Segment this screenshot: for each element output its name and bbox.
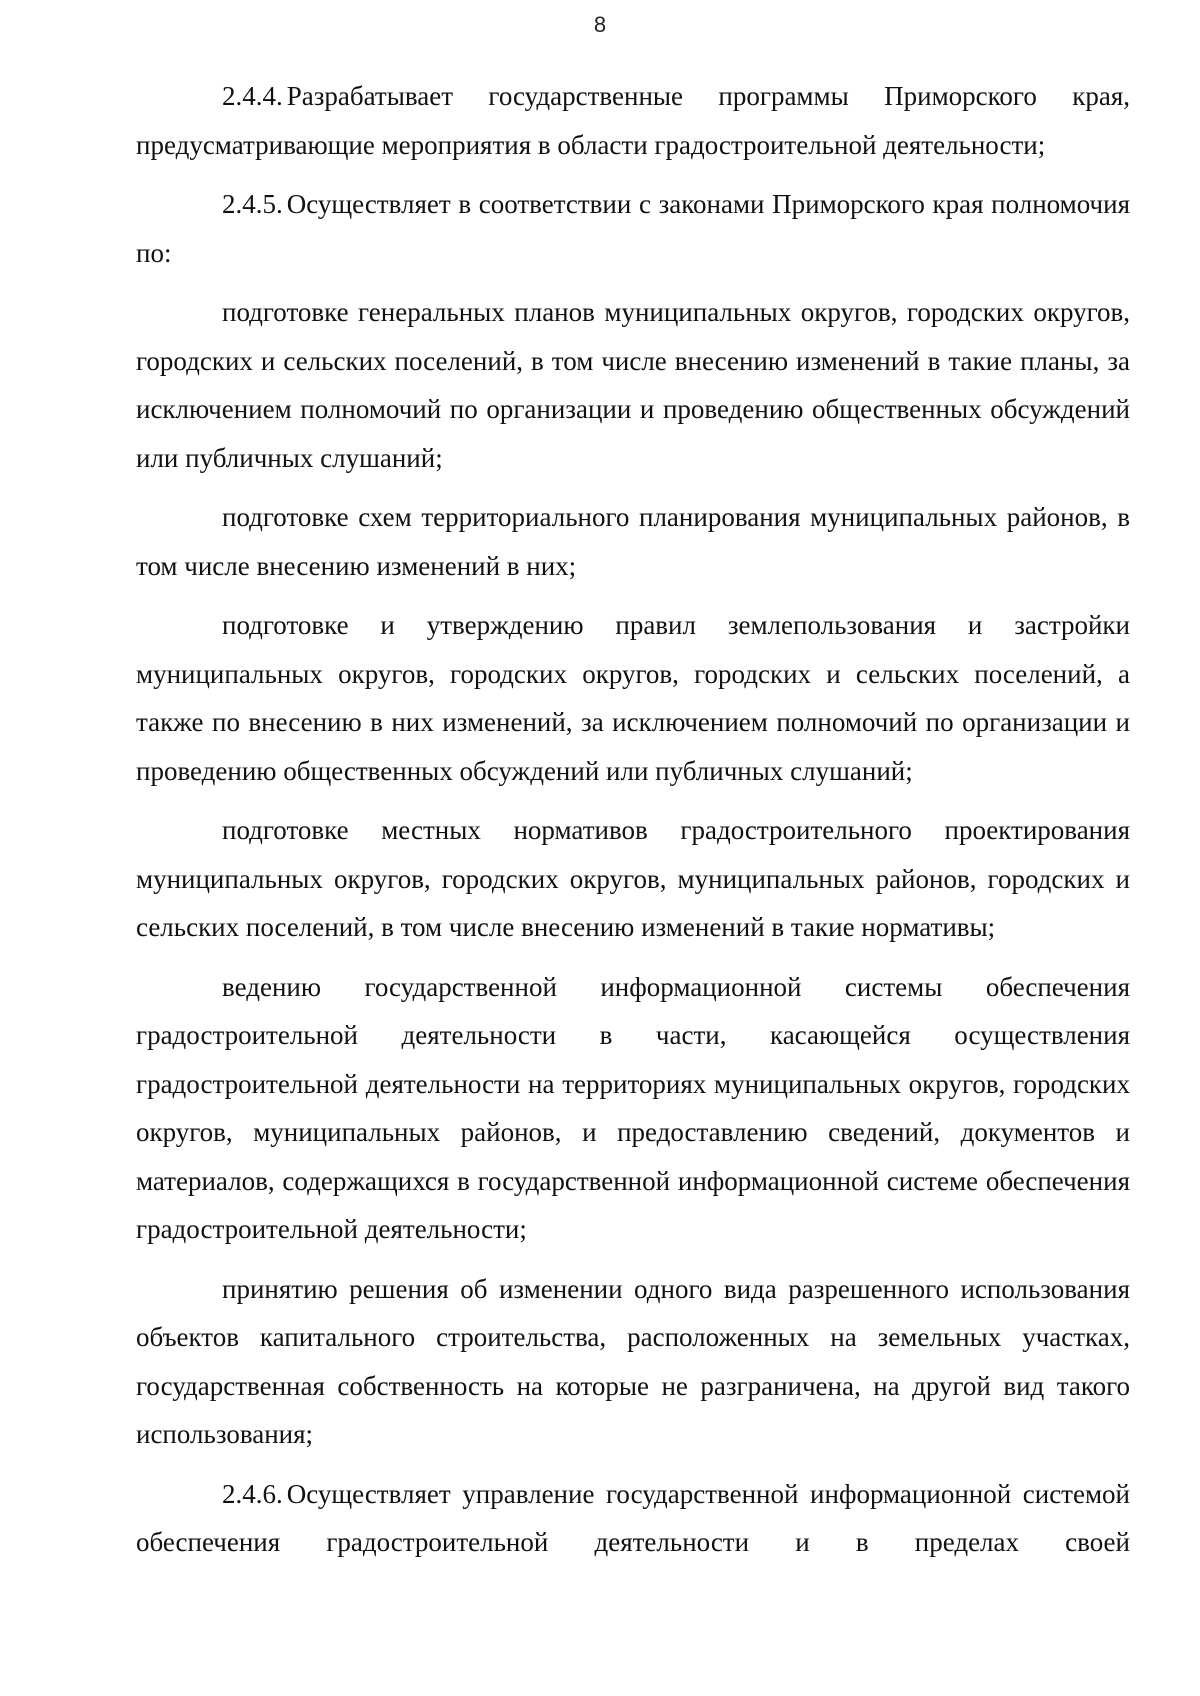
paragraph-text: подготовке и утверждению правил землепользования и застройки муниципальных округов, городских округов, городских и сельских поселений, а также по внесению в них изменений, за исключением полномочий по организации и проведению общественных обсуждений или публичных слушаний; bbox=[136, 610, 1130, 786]
paragraph-text: принятию решения об изменении одного вида разрешенного использования объектов капитального строительства, расположенных на земельных участках, государственная собственность на которые не разграничена, на другой вид такого использования; bbox=[136, 1273, 1130, 1449]
paragraph-permitted-use bbox=[136, 1265, 1130, 1459]
paragraph-2-4-5 bbox=[136, 180, 1130, 277]
paragraph-land-use-rules bbox=[136, 601, 1130, 795]
paragraph-2-4-4 bbox=[136, 72, 1130, 169]
paragraph-text: подготовке схем территориального планирования муниципальных районов, в том числе внесению изменений в них; bbox=[136, 502, 1130, 581]
paragraph-territorial-schemes bbox=[136, 493, 1130, 590]
page-number: 8 bbox=[593, 12, 607, 37]
paragraph-text: подготовке генеральных планов муниципальных округов, городских округов, городских и сельских поселений, в том числе внесению изменений в такие планы, за исключением полномочий по организации и проведению общественных обсуждений или публичных слушаний; bbox=[136, 297, 1130, 473]
clause-number: 2.4.5. bbox=[222, 189, 283, 219]
paragraph-2-4-6 bbox=[136, 1470, 1130, 1567]
paragraph-local-standards bbox=[136, 806, 1130, 952]
clause-number: 2.4.4. bbox=[222, 81, 283, 111]
paragraph-text: Разрабатывает государственные программы Приморского края, предусматривающие мероприятия в области градостроительной деятельности; bbox=[136, 81, 1130, 160]
paragraph-text: Осуществляет в соответствии с законами Приморского края полномочия по: bbox=[136, 189, 1130, 268]
paragraph-text: Осуществляет управление государственной информационной системой обеспечения градостроительной деятельности и в пределах своей bbox=[136, 1478, 1130, 1557]
paragraph-information-system bbox=[136, 963, 1130, 1254]
paragraph-general-plans bbox=[136, 288, 1130, 482]
paragraph-text: ведению государственной информационной системы обеспечения градостроительной деятельности в части, касающейся осуществления градостроительной деятельности на территориях муниципальных округов, городских округов, муниципальных районов, и предоставлению сведений, документов и материалов, содержащихся в государственной информационной системе обеспечения градостроительной деятельности; bbox=[136, 971, 1130, 1244]
clause-number: 2.4.6. bbox=[222, 1478, 283, 1509]
document-body bbox=[136, 72, 1130, 1578]
paragraph-text: подготовке местных нормативов градостроительного проектирования муниципальных округов, городских округов, муниципальных районов, городских и сельских поселений, в том числе внесению изменений в такие нормативы; bbox=[136, 815, 1130, 942]
